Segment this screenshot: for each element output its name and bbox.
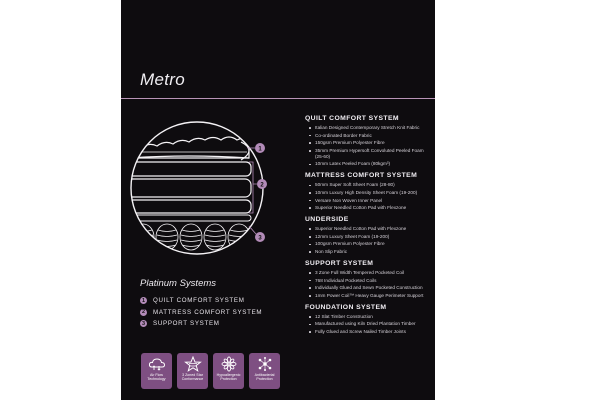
marker-2	[257, 179, 267, 189]
mattress-cutaway-diagram	[129, 118, 279, 268]
legend-label: QUILT COMFORT SYSTEM	[153, 297, 245, 304]
spec-item: 150gsm Premium Polyester Fibre	[305, 140, 433, 146]
spec-item: Non Slip Fabric	[305, 249, 433, 255]
spec-item: 50mm Super Soft Sheet Foam (28-80)	[305, 182, 433, 188]
spec-section-underside	[305, 216, 433, 255]
spec-item: 12mm Luxury Sheet Foam (19-200)	[305, 234, 433, 240]
marker-3	[255, 232, 265, 242]
legend-item	[140, 295, 262, 306]
legend-number: 3	[141, 320, 146, 327]
svg-text:2: 2	[260, 182, 264, 189]
spec-section-quilt	[305, 115, 433, 167]
feature-badges	[141, 353, 280, 389]
spec-section-title: FOUNDATION SYSTEM	[305, 303, 387, 311]
spec-item: Superior Needled Cotton Pad with Flexzone	[305, 205, 433, 211]
badge-label: Air Flow Technology	[147, 373, 166, 382]
product-title: Metro	[140, 70, 185, 89]
spec-item: Italian Designed Contemporary Stretch Knit Fabric	[305, 125, 433, 131]
badge-label: Hypoallergenic Protection	[216, 373, 241, 382]
spec-item: Versare Non Woven Inner Panel	[305, 198, 433, 204]
platinum-systems-heading: Platinum Systems	[140, 278, 217, 289]
spec-item: Individually Glued and Sewn Pocketed Construction	[305, 285, 433, 291]
svg-text:1: 1	[258, 146, 262, 153]
spec-section-foundation	[305, 304, 433, 335]
flower-icon	[220, 356, 238, 372]
zoned-star-icon	[184, 356, 202, 372]
legend-item	[140, 318, 262, 329]
badge-label: Antibacterial Protection	[254, 373, 275, 382]
legend-number: 1	[141, 297, 146, 304]
legend-number: 2	[141, 309, 146, 315]
title-divider	[121, 98, 435, 99]
spec-sheet	[121, 0, 435, 400]
spec-item: 10mm Luxury High Density Sheet Foam (19-200)	[305, 190, 433, 196]
spec-item: Superior Needled Cotton Pad with Flexzone	[305, 226, 433, 232]
spec-item: 10mm Latex Peeled Foam (80kgm³)	[305, 161, 433, 167]
cloud-arrows-icon	[148, 356, 166, 372]
spec-item: 35mm Premium Hypersoft Convoluted Peeled Foam (25-60)	[305, 148, 433, 160]
spec-item: Manufactured using Kiln Dried Plantation Timber	[305, 321, 433, 327]
svg-text:3: 3	[258, 235, 262, 242]
marker-1	[255, 143, 265, 153]
spec-item: 100gsm Premium Polyester Fibre	[305, 241, 433, 247]
spec-section-mattress	[305, 172, 433, 211]
spec-item: 1mm Power Coil™ Heavy Gauge Perimeter Support	[305, 293, 433, 299]
feature-badge	[249, 353, 280, 389]
legend-label: SUPPORT SYSTEM	[153, 320, 220, 327]
legend-label: MATTRESS COMFORT SYSTEM	[153, 308, 263, 316]
spec-item: 768 Individual Pocketed Coils	[305, 278, 433, 284]
spec-item: Co-ordinated Border Fabric	[305, 133, 433, 139]
spec-section-title: SUPPORT SYSTEM	[305, 259, 374, 267]
spec-item: Fully Glued and Screw Nailed Timber Joints	[305, 329, 433, 335]
platinum-systems-legend	[140, 295, 262, 330]
feature-badge	[213, 353, 244, 389]
spec-section-title: QUILT COMFORT SYSTEM	[305, 115, 399, 122]
spec-section-title: UNDERSIDE	[305, 216, 349, 224]
badge-label: 3 Zoned Star Conformance	[181, 373, 204, 382]
molecule-icon	[256, 356, 274, 372]
spec-item: 12 Slat Timber Construction	[305, 314, 433, 320]
feature-badge	[177, 353, 208, 389]
spec-list	[305, 115, 433, 340]
spec-section-title: MATTRESS COMFORT SYSTEM	[305, 172, 418, 180]
legend-item	[140, 307, 262, 318]
spec-section-support	[305, 260, 433, 299]
feature-badge	[141, 353, 172, 389]
spec-item: 3 Zone Full Width Tempered Pocketed Coil	[305, 270, 433, 276]
